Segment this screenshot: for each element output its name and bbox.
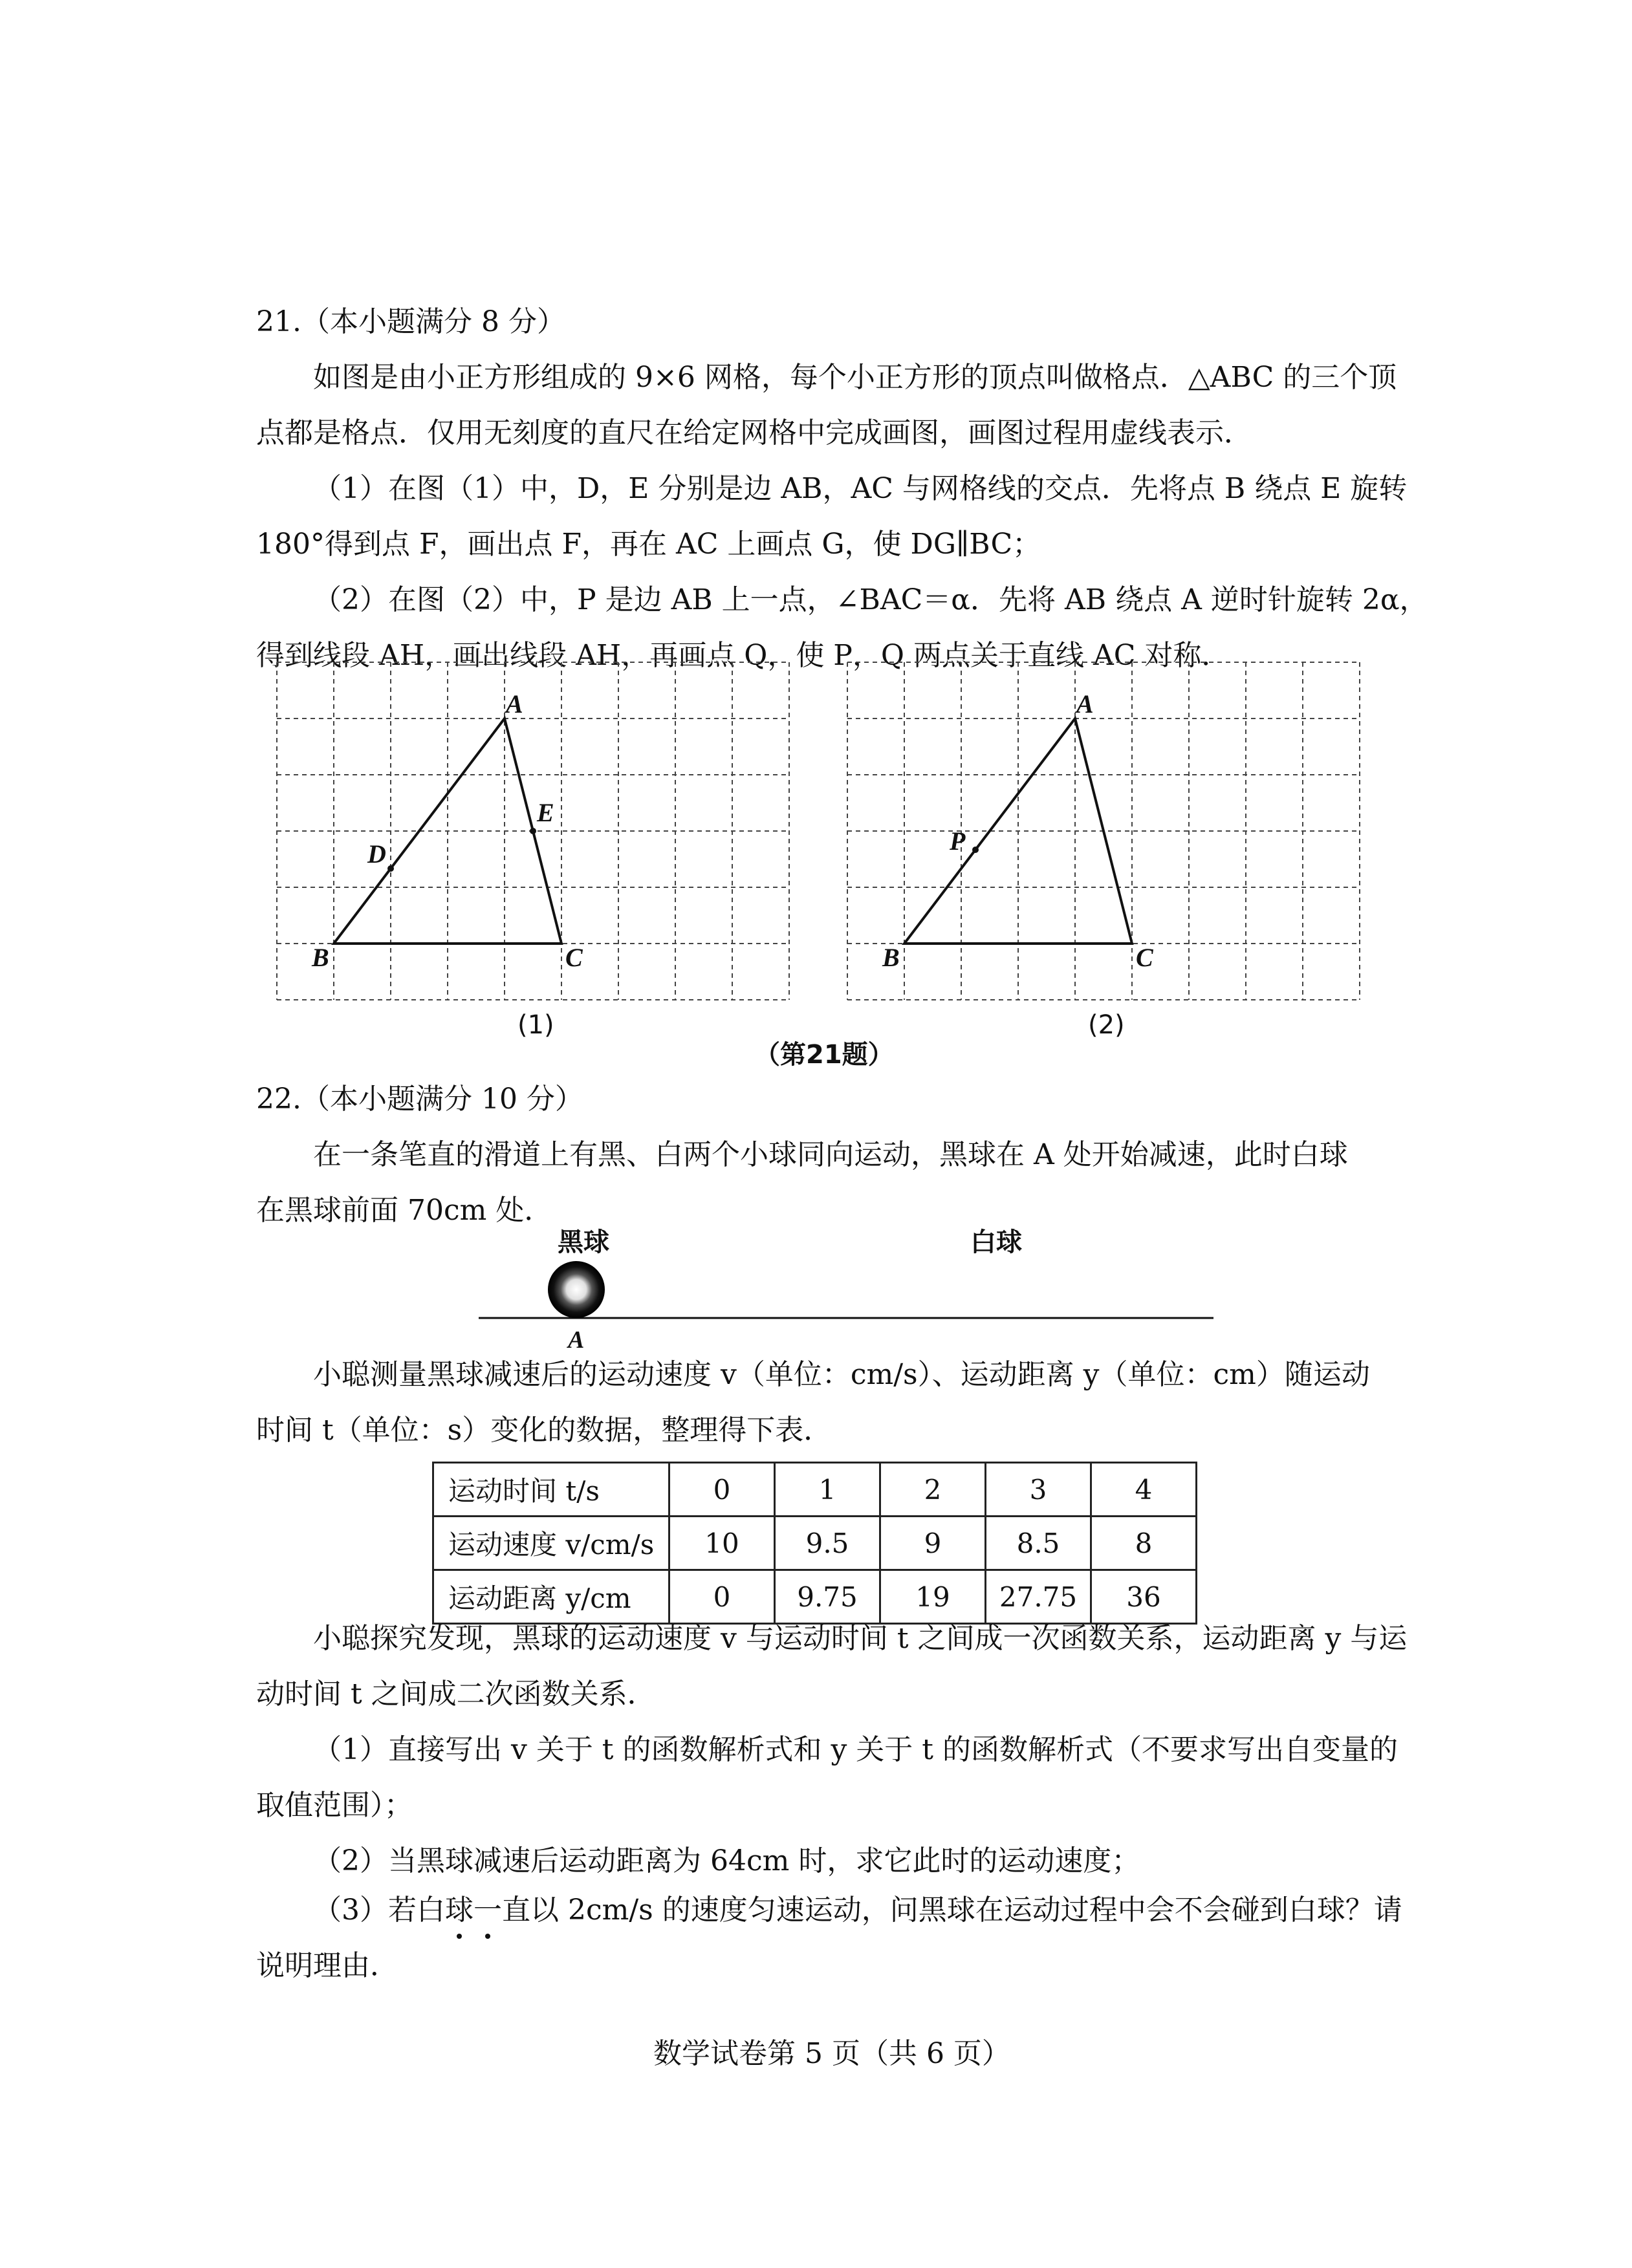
q21-part2-line1: （2）在图（2）中，P 是边 AB 上一点，∠BAC＝α．先将 AB 绕点 A 逆时针旋转 2α， (313, 583, 1428, 616)
table-row (433, 1463, 1197, 1517)
q21-intro-line2: 点都是格点．仅用无刻度的直尺在给定网格中完成画图，画图过程用虚线表示． (256, 416, 1252, 449)
table-row (433, 1517, 1197, 1570)
q22-finding-line2: 动时间 t 之间成二次函数关系． (256, 1678, 656, 1711)
q22-part2-line1: （2）当黑球减速后运动距离为 64cm 时，求它此时的运动速度； (313, 1844, 1140, 1877)
q21-figure-2 (823, 647, 1379, 1048)
label-a-2: A (1076, 689, 1094, 718)
table-cell: 2 (880, 1463, 986, 1517)
table-cell: 36 (1091, 1570, 1197, 1624)
row-header-distance: 运动距离 y/cm (433, 1570, 669, 1624)
point-a-label: A (568, 1326, 585, 1354)
table-cell: 0 (669, 1463, 775, 1517)
table-cell: 8 (1091, 1517, 1197, 1570)
q22-finding-line1: 小聪探究发现，黑球的运动速度 v 与运动时间 t 之间成一次函数关系，运动距离 y 与运 (313, 1622, 1408, 1655)
q21-heading: 21.（本小题满分 8 分） (256, 305, 565, 338)
q21-part1-line2: 180°得到点 F，画出点 F，再在 AC 上画点 G，使 DG∥BC； (256, 528, 1041, 561)
q21-figure-1 (252, 647, 809, 1048)
q22-intro-line1: 在一条笔直的滑道上有黑、白两个小球同向运动，黑球在 A 处开始减速，此时白球 (313, 1138, 1348, 1171)
label-c-1: C (565, 943, 583, 972)
q21-intro-line1: 如图是由小正方形组成的 9×6 网格，每个小正方形的顶点叫做格点．△ABC 的三个顶 (313, 361, 1397, 394)
q22-heading: 22.（本小题满分 10 分） (256, 1083, 583, 1116)
table-cell: 3 (986, 1463, 1091, 1517)
black-ball (548, 1261, 605, 1318)
label-e-1: E (537, 798, 554, 827)
table-cell: 9.5 (775, 1517, 880, 1570)
row-header-speed: 运动速度 v/cm/s (433, 1517, 669, 1570)
black-ball-label: 黑球 (558, 1227, 609, 1257)
label-b-1: B (312, 943, 329, 972)
table-cell: 10 (669, 1517, 775, 1570)
table-cell: 1 (775, 1463, 880, 1517)
table-cell: 27.75 (986, 1570, 1091, 1624)
q21-fig1-caption: (1) (517, 1010, 554, 1040)
q21-part2-line2: 得到线段 AH，画出线段 AH，再画点 Q，使 P，Q 两点关于直线 AC 对称． (256, 639, 1230, 672)
q22-part1-line1: （1）直接写出 v 关于 t 的函数解析式和 y 关于 t 的函数解析式（不要求写出自变量的 (313, 1733, 1398, 1766)
page-footer: 数学试卷第 5 页（共 6 页） (653, 2037, 1010, 2070)
q22-part3-line1: （3）若白球一直以 2cm/s 的速度匀速运动，问黑球在运动过程中会不会碰到白球？请 (313, 1894, 1402, 1927)
ball-diagram (479, 1255, 1216, 1358)
label-a-1: A (506, 689, 523, 718)
point-e-dot (530, 828, 536, 834)
point-p-dot (972, 847, 979, 853)
table-cell: 9.75 (775, 1570, 880, 1624)
row-header-time: 运动时间 t/s (433, 1463, 669, 1517)
table-cell: 19 (880, 1570, 986, 1624)
label-d-1: D (367, 839, 386, 869)
q21-part1-line1: （1）在图（1）中，D，E 分别是边 AB，AC 与网格线的交点．先将点 B 绕点 E 旋转 (313, 472, 1408, 505)
label-c-2: C (1136, 943, 1153, 972)
q22-measure-line1: 小聪测量黑球减速后的运动速度 v（单位：cm/s）、运动距离 y（单位：cm）随运动 (313, 1358, 1370, 1391)
q21-figure-caption: （第21题） (754, 1040, 894, 1070)
table-cell: 9 (880, 1517, 986, 1570)
point-d-dot (387, 865, 394, 872)
q22-part1-line2: 取值范围）； (256, 1789, 413, 1822)
white-ball-label: 白球 (970, 1227, 1022, 1257)
label-p-2: P (950, 826, 966, 856)
emphasis-dot (457, 1934, 462, 1939)
q22-intro-line2: 在黑球前面 70cm 处． (256, 1194, 553, 1227)
q21-fig2-caption: (2) (1088, 1010, 1125, 1040)
q22-measure-line2: 时间 t（单位：s）变化的数据，整理得下表． (256, 1414, 832, 1447)
table-row (433, 1570, 1197, 1624)
table-cell: 4 (1091, 1463, 1197, 1517)
emphasis-dot (485, 1934, 490, 1939)
data-table (432, 1462, 1197, 1625)
label-b-2: B (882, 943, 900, 972)
table-cell: 0 (669, 1570, 775, 1624)
table-cell: 8.5 (986, 1517, 1091, 1570)
q22-part3-line2: 说明理由． (256, 1949, 398, 1982)
